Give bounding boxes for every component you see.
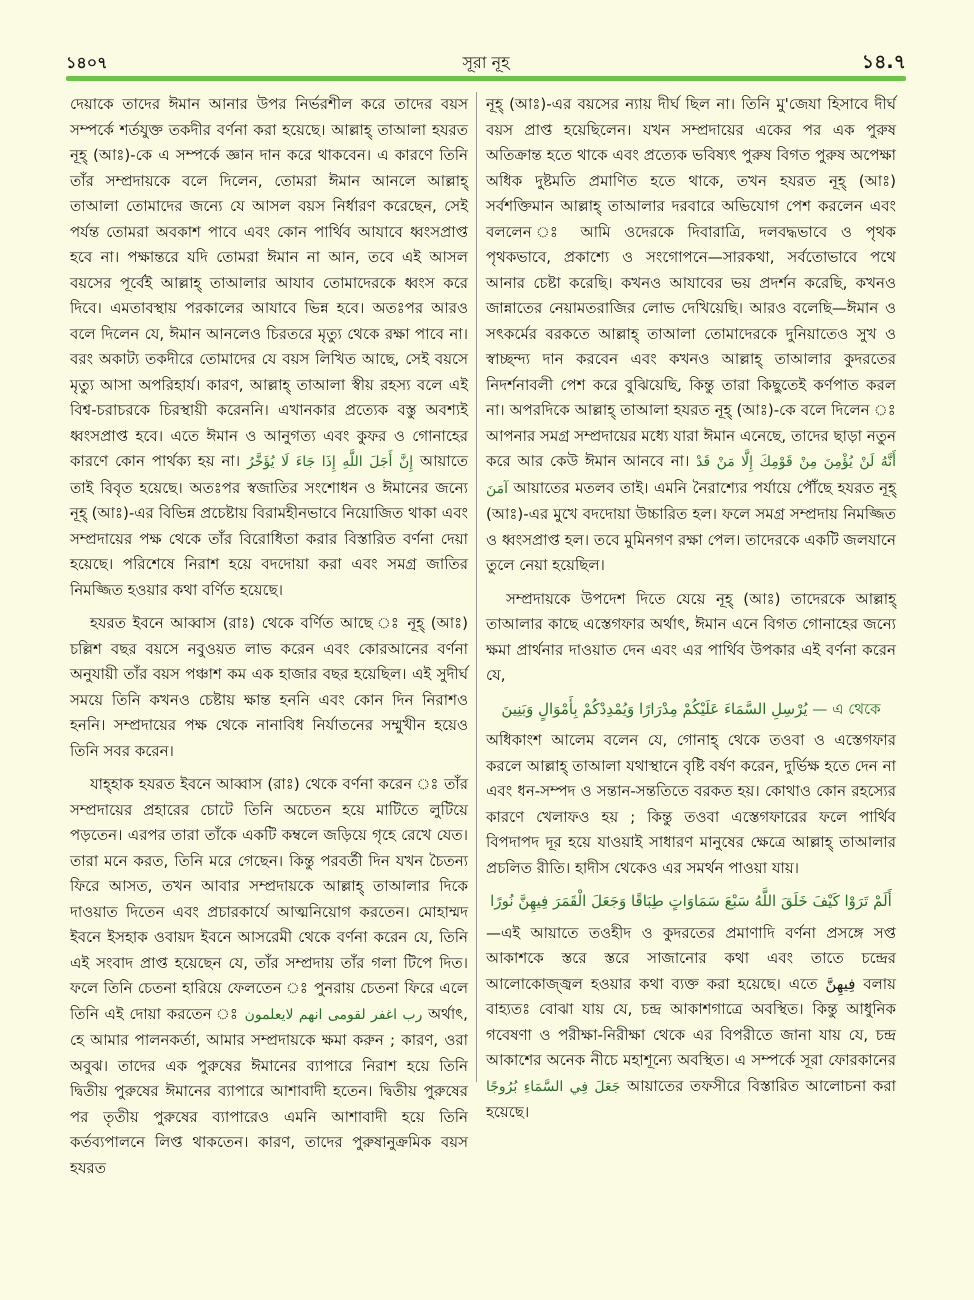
page-number-left: ১৪০৭ bbox=[66, 53, 108, 72]
arabic-verse-line: يُرْسِلِ السَّمَاءَ عَلَيْكُمْ مِدْرَارًا وَيُمْدِدْكُمْ بِأَمْوَالٍ وَبَنِينَ — এ থেকে bbox=[501, 699, 881, 718]
paragraph: যাহ্হাক হযরত ইবনে আব্বাস (রাঃ) থেকে বর্ণনা করেন ঃ তাঁর সম্প্রদায়ের প্রহারের চোটে তিনি অচেতন হয়ে মাটিতে লুটিয়ে পড়তেন। এরপর তারা তাঁকে একটি কম্বলে জড়িয়ে গৃহে রেখে যেত। তারা মনে করত, তিনি মরে গেছেন। কিন্তু পরবর্তী দিন যখন চৈতন্য ফিরে আসত, তখন আবার সম্প্রদায়কে আল্লাহ্ তাআলার দিকে দাওয়াত দিতেন এবং প্রচারকার্যে আত্মনিয়োগ করতেন। মোহাম্মদ ইবনে ইসহাক ওবায়দ ইবনে আসরেমী থেকে বর্ণনা করেন যে, তিনি এই সংবাদ প্রাপ্ত হয়েছেন যে, তাঁর সম্প্রদায় তাঁর গলা টিপে দিত। ফলে তিনি চেতনা হারিয়ে ফেলতেন ঃ পুনরায় চেতনা ফিরে এলে তিনি এই দোয়া করতেন ঃ رب اغفر لقومى انهم لايعلمون অর্থাৎ, হে আমার পালনকর্তা, আমার সম্প্রদায়কে ক্ষমা করুন ; কারণ, ওরা অবুঝ। তাদের এক পুরুষের ঈমানের ব্যাপারে নিরাশ হয়ে তিনি দ্বিতীয় পুরুষের ঈমানের ব্যাপারে আশাবাদী হতেন। দ্বিতীয় পুরুষের পর তৃতীয় পুরুষের ব্যাপারেও এমনি আশাবাদী হয়ে তিনি কর্তব্যপালনে লিপ্ত থাকতেন। কারণ, তাদের পুরুষানুক্রমিক বয়স হযরত bbox=[70, 775, 468, 1177]
paragraph: —এই আয়াতে তওহীদ ও কুদরতের প্রমাণাদি বর্ণনা প্রসঙ্গে সপ্ত আকাশকে স্তরে স্তরে সাজানোর কথা এবং তাতে চন্দ্রের আলোকোজ্জ্বল হওয়ার কথা ব্যক্ত করা হয়েছে। এতে فِيهِنَّ বলায় বাহ্যতঃ বোঝা যায় যে, চন্দ্র আকাশগাত্রে অবস্থিত। কিন্তু আধুনিক গবেষণা ও পরীক্ষা-নিরীক্ষা থেকে এর বিপরীতে জানা যায় যে, চন্দ্র আকাশের অনেক নীচে মহাশূন্যে অবস্থিত। এ সম্পর্কে সূরা ফোরকানের جَعَلَ فِي السَّمَاءِ بُرُوجًا আয়াতের তফসীরে বিস্তারিত আলোচনা করা হয়েছে। bbox=[486, 923, 896, 1121]
column-divider bbox=[476, 92, 477, 1082]
paragraph: নূহ্ (আঃ)-এর বয়সের ন্যায় দীর্ঘ ছিল না। তিনি মু'জেযা হিসাবে দীর্ঘ বয়স প্রাপ্ত হয়েছিলেন। যখন সম্প্রদায়ের একের পর এক পুরুষ অতিক্রান্ত হতে থাকে এবং প্রত্যেক ভবিষ্যৎ পুরুষ বিগত পুরুষ অপেক্ষা অধিক দুষ্টমতি প্রমাণিত হতে থাকে, তখন হযরত নূহ্ (আঃ) সর্বশক্তিমান আল্লাহ্ তাআলার দরবারে অভিযোগ পেশ করলেন এবং বললেন ঃ আমি ওদেরকে দিবারাত্রি, দলবদ্ধভাবে ও পৃথক পৃথকভাবে, প্রকাশ্যে ও সংগোপনে—সারকথা, সর্বতোভাবে পথে আনার চেষ্টা করেছি। কখনও আযাবের ভয় প্রদর্শন করেছি, কখনও জান্নাতের নেয়ামতরাজির লোভ দেখিয়েছি। আরও বলেছি—ঈমান ও সৎকর্মের বরকতে আল্লাহ্ তাআলা তোমাদেরকে দুনিয়াতেও সুখ ও স্বাচ্ছন্দ্য দান করবেন এবং কখনও আল্লাহ্ তাআলার কুদরতের নিদর্শনাবলী পেশ করে বুঝিয়েছি, কিন্তু তারা কিছুতেই কর্ণপাত করল না। অপরদিকে আল্লাহ্ তাআলা হযরত নূহ্ (আঃ)-কে বলে দিলেন ঃ আপনার সমগ্র সম্প্রদায়ের মধ্যে যারা ঈমান এনেছে, তাদের ছাড়া নতুন করে আর কেউ ঈমান আনবে না। أَنَّهُ لَنْ يُؤْمِنَ مِنْ قَوْمِكَ إِلَّا مَنْ قَدْ آمَنَ আয়াতের মতলব তাই। এমনি নৈরাশ্যের পর্যায়ে পৌঁছে হযরত নূহ্ (আঃ)-এর মুখে বদদোয়া উচ্চারিত হল। ফলে সমগ্র সম্প্রদায় নিমজ্জিত ও ধ্বংসপ্রাপ্ত হল। তবে মুমিনগণ রক্ষা পেল। তাদেরকে একটি জলযানে তুলে নেয়া হয়েছিল। bbox=[486, 95, 896, 574]
left-column bbox=[70, 92, 468, 1189]
page-header bbox=[66, 48, 906, 74]
right-column bbox=[486, 92, 896, 1134]
arabic-verse-line: أَلَمْ تَرَوْا كَيْفَ خَلَقَ اللَّهُ سَبْعَ سَمَاوَاتٍ طِبَاقًا وَجَعَلَ الْقَمَرَ فِيهِنَّ نُورًا bbox=[490, 892, 892, 910]
arabic-verse: أَنَّهُ لَنْ يُؤْمِنَ مِنْ قَوْمِكَ إِلَّا مَنْ قَدْ آمَنَ bbox=[486, 454, 896, 497]
arabic-dua: رب اغفر لقومى انهم لايعلمون bbox=[244, 1006, 423, 1023]
paragraph: অধিকাংশ আলেম বলেন যে, গোনাহ্ থেকে তওবা ও এস্তেগফার করলে আল্লাহ্ তাআলা যথাস্থানে বৃষ্টি বর্ষণ করেন, দুর্ভিক্ষ হতে দেন না এবং ধন-সম্পদ ও সন্তান-সন্ততিতে বরকত হয়। কোথাও কোন রহস্যের কারণে খেলাফও হয় ; কিন্তু তওবা এস্তেগফারের ফলে পার্থিব বিপদাপদ দূর হয়ে যাওয়াই সাধারণ মানুষের ক্ষেত্রে আল্লাহ্ তাআলার প্রচলিত রীতি। হাদীস থেকেও এর সমর্থন পাওয়া যায়। bbox=[486, 731, 896, 877]
arabic-verse: جَعَلَ فِي السَّمَاءِ بُرُوجًا bbox=[486, 1078, 621, 1095]
arabic-verse: إِنَّ أَجَلَ اللَّهِ إِذَا جَاءَ لَا يُؤَخَّرُ bbox=[247, 454, 414, 470]
paragraph: হযরত ইবনে আব্বাস (রাঃ) থেকে বর্ণিত আছে ঃ নূহ্ (আঃ) চল্লিশ বছর বয়সে নবুওয়ত লাভ করেন এবং কোরআনের বর্ণনা অনুযায়ী তাঁর বয়স পঞ্চাশ কম এক হাজার বছর হয়েছিল। এই সুদীর্ঘ সময়ে তিনি কখনও চেষ্টায় ক্ষান্ত হননি এবং কোন দিন নিরাশও হননি। সম্প্রদায়ের পক্ষ থেকে নানাবিধ নির্যাতনের সম্মুখীন হয়েও তিনি সবর করেন। bbox=[70, 614, 468, 760]
page-number-right: ১৪.৭ bbox=[861, 51, 906, 73]
paragraph: দেয়াকে তাদের ঈমান আনার উপর নির্ভরশীল করে তাদের বয়স সম্পর্কে শর্তযুক্ত তকদীর বর্ণনা করা হয়েছে। আল্লাহ্ তাআলা হযরত নূহ্ (আঃ)-কে এ সম্পর্কে জ্ঞান দান করে থাকবেন। এ কারণে তিনি তাঁর সম্প্রদায়কে বলে দিলেন, তোমরা ঈমান আনলে আল্লাহ্ তাআলা তোমাদের জন্যে যে আসল বয়স নির্ধারণ করেছেন, সেই পর্যন্ত তোমরা অবকাশ পাবে এবং কোন পার্থিব আযাবে ধ্বংসপ্রাপ্ত হবে না। পক্ষান্তরে যদি তোমরা ঈমান না আন, তবে এই আসল বয়সের পূর্বেই আল্লাহ্ তাআলার আযাব তোমাদেরকে ধ্বংস করে দিবে। এমতাবস্থায় পরকালের আযাবে ভিন্ন হবে। অতঃপর আরও বলে দিলেন যে, ঈমান আনলেও চিরতরে মৃত্যু থেকে রক্ষা পাবে না। বরং অকাট্য তকদীরে তোমাদের যে বয়স লিখিত আছে, সেই বয়সে মৃত্যু আসা অপরিহার্য। কারণ, আল্লাহ্ তাআলা স্বীয় রহস্য বলে এই বিশ্ব-চরাচরকে চিরস্থায়ী করেননি। এখানকার প্রত্যেক বস্তু অবশ্যই ধ্বংসপ্রাপ্ত হবে। এতে ঈমান ও আনুগত্য এবং কুফর ও গোনাহের কারণে কোন পার্থক্য হয় না। إِنَّ أَجَلَ اللَّهِ إِذَا جَاءَ لَا يُؤَخَّرُ আয়াতে তাই বিবৃত হয়েছে। অতঃপর স্বজাতির সংশোধন ও ঈমানের জন্যে নূহ্ (আঃ)-এর বিভিন্ন প্রচেষ্টায় বিরামহীনভাবে নিয়োজিত থাকা এবং সম্প্রদায়ের পক্ষ থেকে তাঁর বিরোধিতা করার বিস্তারিত বর্ণনা দেয়া হয়েছে। পরিশেষে নিরাশ হয়ে বদদোয়া করা এবং সমগ্র জাতির নিমজ্জিত হওয়ার কথা বর্ণিত হয়েছে। bbox=[70, 95, 469, 599]
surah-title: সূরা নূহ bbox=[462, 53, 510, 72]
paragraph: সম্প্রদায়কে উপদেশ দিতে যেয়ে নূহ্ (আঃ) তাদেরকে আল্লাহ্ তাআলার কাছে এস্তেগফার অর্থাৎ, ঈমান এনে বিগত গোনাহের জন্যে ক্ষমা প্রার্থনার দাওয়াত দেন এবং এর পার্থিব উপকার এই বর্ণনা করেন যে, bbox=[486, 589, 896, 684]
header-rule bbox=[66, 76, 906, 81]
